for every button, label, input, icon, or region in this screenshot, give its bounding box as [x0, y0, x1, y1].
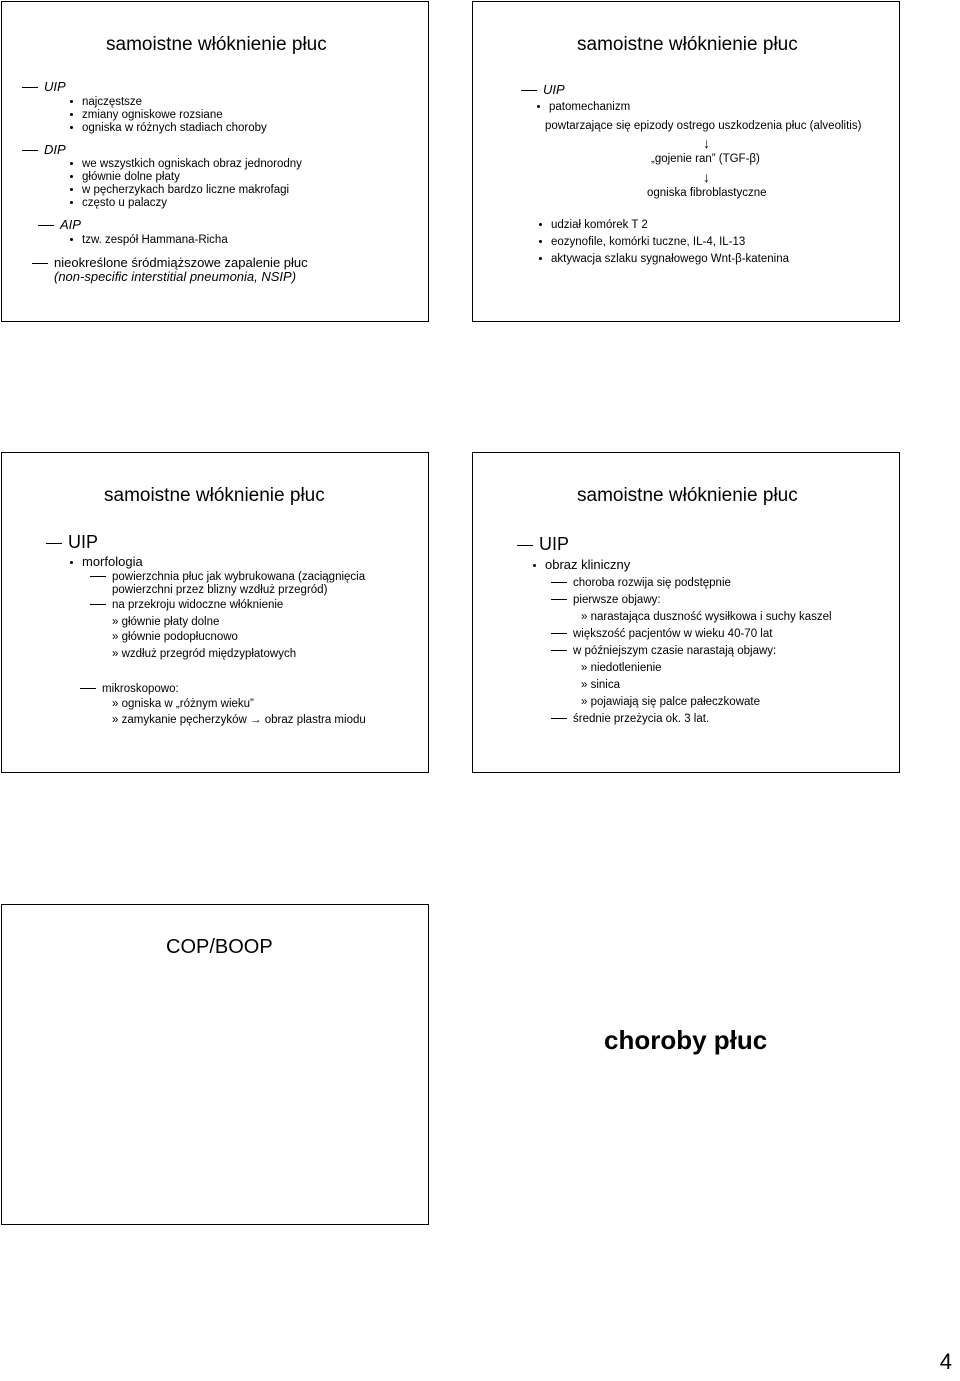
mechanism-line: „gojenie ran” (TGF-β) — [651, 153, 760, 165]
slide-3 — [1, 452, 429, 773]
slide-1 — [1, 1, 429, 322]
sub-item: » niedotlenienie — [581, 662, 662, 674]
sub-item: » narastająca duszność wysiłkowa i suchy kaszel — [581, 611, 832, 623]
down-arrow-icon: ↓ — [703, 169, 710, 185]
mechanism-line: powtarzające się epizody ostrego uszkodzenia płuc (alveolitis) — [545, 120, 862, 132]
list-item: aktywacja szlaku sygnałowego Wnt-β-katenina — [539, 254, 789, 266]
list-item: tzw. zespół Hammana-Richa — [70, 235, 228, 247]
list-item: głównie dolne płaty — [70, 172, 180, 184]
slide-4 — [472, 452, 900, 773]
detail-line: choroba rozwija się podstępnie — [551, 578, 731, 590]
uip-heading: UIP — [517, 535, 569, 553]
nsip-line-2: (non-specific interstitial pneumonia, NSIP) — [54, 269, 297, 284]
detail-line: mikroskopowo: — [80, 684, 179, 696]
detail-line: na przekroju widoczne włóknienie — [90, 600, 283, 612]
list-item: obraz kliniczny — [533, 558, 630, 571]
dip-heading: DIP — [22, 143, 66, 156]
uip-heading: UIP — [521, 83, 565, 96]
sub-item: » sinica — [581, 679, 620, 691]
sub-item: » zamykanie pęcherzyków → obraz plastra miodu — [112, 714, 366, 726]
mechanism-line: ogniska fibroblastyczne — [647, 187, 767, 199]
list-item: patomechanizm — [537, 102, 630, 114]
list-item: udział komórek T 2 — [539, 220, 648, 232]
sub-item: » ogniska w „różnym wieku” — [112, 698, 254, 710]
detail-line: w późniejszym czasie narastają objawy: — [551, 646, 776, 658]
sub-item: » głównie płaty dolne — [112, 616, 220, 628]
list-item: najczęstsze — [70, 97, 142, 109]
list-item: często u palaczy — [70, 198, 167, 210]
list-item: ogniska w różnych stadiach choroby — [70, 123, 267, 135]
slide-5 — [1, 904, 768, 1225]
slide-2 — [472, 1, 900, 322]
aip-heading: AIP — [38, 218, 81, 231]
detail-line: pierwsze objawy: — [551, 595, 661, 607]
slide-title: samoistne włóknienie płuc — [106, 34, 327, 55]
detail-line: większość pacjentów w wieku 40-70 lat — [551, 629, 772, 641]
slide-title: COP/BOOP — [166, 936, 273, 958]
slide-subtitle: choroby płuc — [604, 1025, 768, 1055]
sub-item: » pojawiają się palce pałeczkowate — [581, 696, 760, 708]
slide-title: samoistne włóknienie płuc — [104, 485, 325, 506]
detail-line: powierzchni przez blizny wzdłuż przegród) — [112, 584, 328, 596]
detail-line: średnie przeżycia ok. 3 lat. — [551, 714, 709, 726]
list-item: zmiany ogniskowe rozsiane — [70, 110, 223, 122]
slide-title: samoistne włóknienie płuc — [577, 485, 798, 506]
list-item: eozynofile, komórki tuczne, IL-4, IL-13 — [539, 237, 745, 249]
uip-heading: UIP — [22, 80, 66, 93]
list-item: we wszystkich ogniskach obraz jednorodny — [70, 159, 302, 171]
page-number: 4 — [939, 1349, 952, 1374]
detail-line: powierzchnia płuc jak wybrukowana (zaciągnięcia — [90, 572, 365, 584]
down-arrow-icon: ↓ — [703, 135, 710, 151]
list-item: morfologia — [70, 555, 143, 568]
nsip-line: nieokreślone śródmiąższowe zapalenie płuc — [32, 256, 308, 269]
slide-title: samoistne włóknienie płuc — [577, 34, 798, 55]
uip-heading: UIP — [46, 533, 98, 551]
list-item: w pęcherzykach bardzo liczne makrofagi — [70, 185, 289, 197]
sub-item: » głównie podopłucnowo — [112, 631, 238, 643]
sub-item: » wzdłuż przegród międzypłatowych — [112, 648, 297, 660]
